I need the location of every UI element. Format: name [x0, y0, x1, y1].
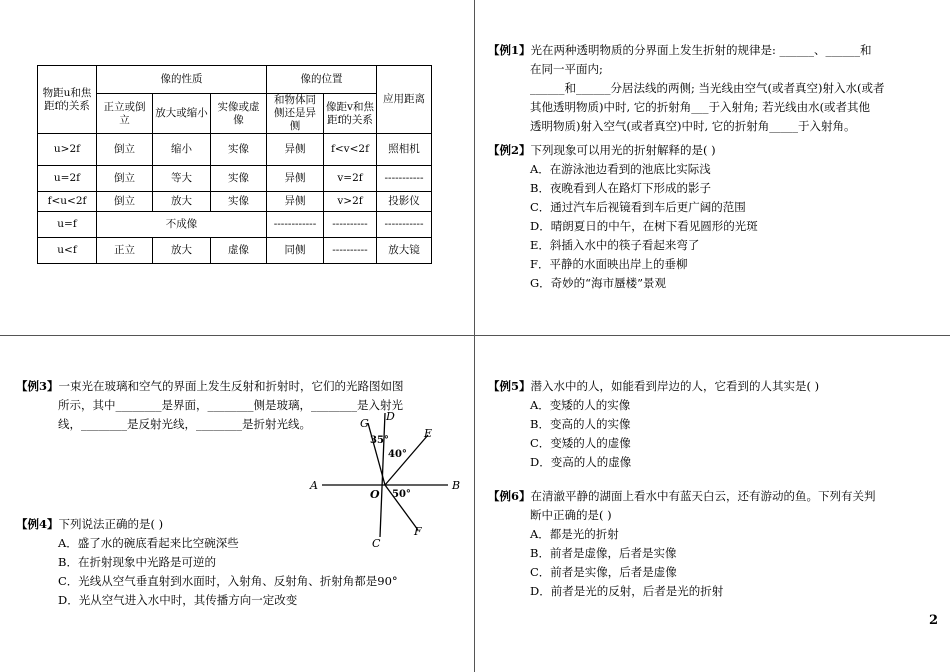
table-cell: 倒立: [97, 134, 153, 166]
label-g: G: [360, 417, 369, 430]
table-cell: 投影仪: [377, 192, 432, 212]
example-4-stem: 下列说法正确的是( ): [58, 517, 164, 531]
option: A．在游泳池边看到的池底比实际浅: [530, 162, 711, 176]
label-c: C: [372, 537, 381, 550]
example-1: [488, 41, 938, 136]
table-cell: 同侧: [267, 238, 324, 264]
option: A．变矮的人的实像: [530, 398, 631, 412]
example-4-tag: 【例4】: [16, 517, 59, 531]
option: F．平静的水面映出岸上的垂柳: [530, 257, 688, 271]
option: D．晴朗夏日的中午，在树下看见圆形的光斑: [530, 219, 758, 233]
table-cell: -----------: [377, 212, 432, 238]
option: B．在折射现象中光路是可逆的: [58, 555, 216, 569]
example-6: [488, 487, 938, 601]
example-2-stem: 下列现象可以用光的折射解释的是( ): [530, 143, 716, 157]
option: B．前者是虚像，后者是实像: [530, 546, 677, 560]
option: C．变矮的人的虚像: [530, 436, 631, 450]
table-cell: 照相机: [377, 134, 432, 166]
table-cell: 倒立: [97, 192, 153, 212]
subheader-upright: 正立或倒立: [97, 94, 153, 134]
table-cell: 异侧: [267, 192, 324, 212]
table-cell: f<u<2f: [38, 192, 97, 212]
option: D．变高的人的虚像: [530, 455, 632, 469]
example-6-stem-cont: 断中正确的是( ): [530, 508, 612, 522]
table-cell: 异侧: [267, 134, 324, 166]
header-image-position: 像的位置: [267, 66, 377, 94]
option: B．夜晚看到人在路灯下形成的影子: [530, 181, 711, 195]
vertical-divider: [474, 0, 475, 672]
header-application: 应用距离: [377, 66, 432, 134]
table-cell: 异侧: [267, 166, 324, 192]
example-5-stem: 潜入水中的人，如能看到岸边的人，它看到的人其实是( ): [530, 379, 820, 393]
table-cell: v=2f: [324, 166, 377, 192]
table-row: [38, 166, 432, 192]
lens-imaging-table: [37, 65, 432, 264]
table-row: [38, 134, 432, 166]
option: E．斜插入水中的筷子看起来弯了: [530, 238, 700, 252]
option: A．盛了水的碗底看起来比空碗深些: [58, 536, 239, 550]
subheader-real-virtual: 实像或虚像: [211, 94, 267, 134]
example-4: [16, 515, 466, 610]
table-cell: 倒立: [97, 166, 153, 192]
header-image-properties: 像的性质: [97, 66, 267, 94]
table-cell: 放大: [153, 238, 211, 264]
example-1-line: 在同一平面内;: [530, 62, 603, 76]
table-cell: u>2f: [38, 134, 97, 166]
table-cell: 实像: [211, 166, 267, 192]
option: C．光线从空气垂直射到水面时，入射角、反射角、折射角都是90°: [58, 574, 398, 588]
table-cell: 等大: [153, 166, 211, 192]
example-1-line: 透明物质)射入空气(或者真空)中时, 它的折射角_____于入射角。: [530, 119, 856, 133]
table-cell: 不成像: [97, 212, 267, 238]
table-cell: ----------: [324, 238, 377, 264]
subheader-image-distance: 像距v和焦距f的关系: [324, 94, 377, 134]
table-row: [38, 238, 432, 264]
label-a: A: [310, 479, 318, 492]
table-cell: 正立: [97, 238, 153, 264]
subheader-side: 和物体同侧还是异侧: [267, 94, 324, 134]
example-1-line: 光在两种透明物质的分界面上发生折射的规律是: ______、______和: [530, 43, 872, 57]
example-6-stem: 在清澈平静的湖面上看水中有蓝天白云，还有游动的鱼。下列有关判: [530, 489, 876, 503]
option: G．奇妙的“海市蜃楼”景观: [530, 276, 666, 290]
label-e: E: [424, 427, 433, 440]
table-cell: v>2f: [324, 192, 377, 212]
example-1-tag: 【例1】: [488, 43, 531, 57]
table-cell: u<f: [38, 238, 97, 264]
table-row: [38, 212, 432, 238]
example-3-tag: 【例3】: [16, 379, 59, 393]
option: A．都是光的折射: [530, 527, 619, 541]
table-cell: 实像: [211, 134, 267, 166]
ray-oe: [385, 435, 428, 485]
example-5-tag: 【例5】: [488, 379, 531, 393]
example-1-line: 其他透明物质)中时, 它的折射角___于入射角; 若光线由水(或者其他: [530, 100, 871, 114]
option: B．变高的人的实像: [530, 417, 631, 431]
option: C．前者是实像，后者是虚像: [530, 565, 677, 579]
header-distance-relation: 物距u和焦距f的关系: [38, 66, 97, 134]
example-5: [488, 377, 938, 472]
option: D．前者是光的反射，后者是光的折射: [530, 584, 724, 598]
table-row: [38, 192, 432, 212]
angle-label-40: 40°: [388, 449, 407, 460]
example-6-tag: 【例6】: [488, 489, 531, 503]
table-cell: ----------: [324, 212, 377, 238]
option: C．通过汽车后视镜看到车后更广阔的范围: [530, 200, 746, 214]
table-cell: 放大: [153, 192, 211, 212]
label-f: F: [414, 525, 422, 538]
label-o: O: [370, 488, 380, 501]
table-cell: 缩小: [153, 134, 211, 166]
page-number: 2: [928, 613, 938, 628]
example-3-line: 所示，其中________是界面，________侧是玻璃，________是入射光: [58, 398, 403, 412]
example-1-line: ______和______分居法线的两侧; 当光线由空气(或者真空)射入水(或者: [530, 81, 885, 95]
example-3-line: 一束光在玻璃和空气的界面上发生反射和折射时，它们的光路图如图: [58, 379, 404, 393]
angle-label-35: 35°: [370, 435, 389, 446]
table-cell: u=2f: [38, 166, 97, 192]
example-2: [488, 141, 938, 293]
example-2-tag: 【例2】: [488, 143, 531, 157]
table-cell: 放大镜: [377, 238, 432, 264]
horizontal-divider: [0, 335, 950, 336]
table-cell: 实像: [211, 192, 267, 212]
table-cell: f<v<2f: [324, 134, 377, 166]
ray-go: [368, 423, 385, 485]
table-cell: 虚像: [211, 238, 267, 264]
subheader-magnify: 放大或缩小: [153, 94, 211, 134]
label-b: B: [452, 479, 461, 492]
angle-label-50: 50°: [392, 489, 411, 500]
table-cell: ------------: [267, 212, 324, 238]
table-cell: -----------: [377, 166, 432, 192]
example-3-line: 线，________是反射光线，________是折射光线。: [58, 417, 311, 431]
label-d: D: [386, 410, 395, 423]
option: D．光从空气进入水中时，其传播方向一定改变: [58, 593, 298, 607]
table-cell: u=f: [38, 212, 97, 238]
